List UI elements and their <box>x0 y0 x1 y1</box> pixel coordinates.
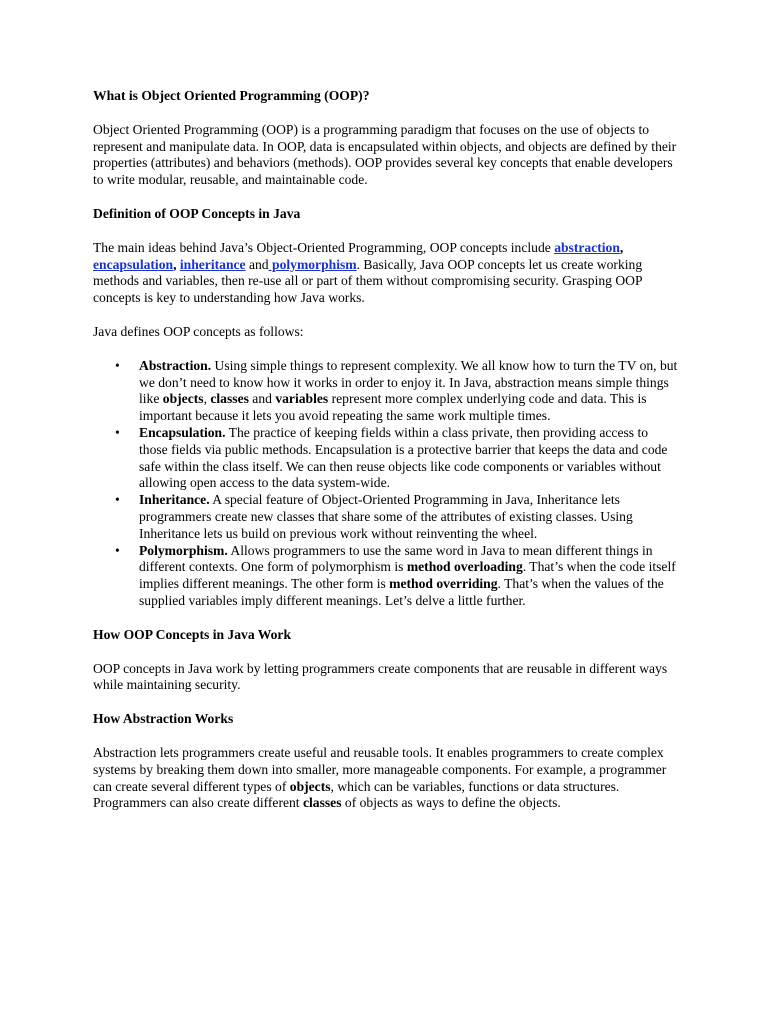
text: The practice of keeping fields within a class private, then providing access to those fields via public methods. Encapsulation is a protective barrier that keeps the data and code safe within the class itself. We can then reuse objects like code components or variables without allowing open access to the data system-wide. <box>139 424 668 491</box>
text: of objects as ways to define the objects. <box>341 795 561 811</box>
separator: , <box>173 256 180 272</box>
text: The main ideas behind Java’s Object-Oriented Programming, OOP concepts include <box>93 239 555 255</box>
term: Inheritance. <box>139 492 210 508</box>
bullet-icon: • <box>115 492 120 508</box>
text: and <box>248 391 276 407</box>
text: . That’s when the code itself implies different meanings. The other form is <box>139 559 676 592</box>
heading-definition-oop-java: Definition of OOP Concepts in Java <box>93 205 301 221</box>
link-encapsulation[interactable]: encapsulation <box>93 256 174 272</box>
term: objects <box>162 391 204 407</box>
text: . Basically, Java OOP concepts let us create working methods and variables, then re-use all or part of them without compromising security. Grasping OOP concepts is key to understanding how Java works. <box>93 256 643 306</box>
paragraph-oop-intro: Object Oriented Programming (OOP) is a programming paradigm that focuses on the use of objects to represent and manipulate data. In OOP, data is encapsulated within objects, and objects are defined by their properties (attributes) and behaviors (methods). OOP provides several key concepts that enable developers to write modular, reusable, and maintainable code. <box>93 121 677 188</box>
term: method overriding <box>389 576 498 592</box>
paragraph-java-defines: Java defines OOP concepts as follows: <box>93 323 304 339</box>
heading-how-abstraction-works: How Abstraction Works <box>93 711 234 727</box>
text: , <box>203 391 211 407</box>
bullet-icon: • <box>115 357 120 373</box>
text: represent more complex underlying code and data. This is important because it lets you avoid repeating the same work multiple times. <box>139 391 647 424</box>
list-item-inheritance <box>115 492 678 542</box>
text: Abstraction lets programmers create useful and reusable tools. It enables programmers to create complex systems by breaking them down into smaller, more manageable components. For example, a programmer can create several different types of <box>93 744 667 794</box>
link-polymorphism[interactable]: polymorphism <box>268 256 357 272</box>
list-item-abstraction <box>115 357 678 425</box>
term: classes <box>210 391 249 407</box>
paragraph-oop-work: OOP concepts in Java work by letting programmers create components that are reusable in different ways while maintaining security. <box>93 660 668 693</box>
list-item-polymorphism <box>115 542 678 610</box>
paragraph-main-ideas <box>93 240 678 307</box>
bullet-icon: • <box>115 542 120 558</box>
separator: , <box>619 239 624 255</box>
oop-concepts-list <box>93 358 678 610</box>
text: Allows programmers to use the same word in Java to mean different things in different contexts. One form of polymorphism is <box>139 542 653 575</box>
text: and <box>245 256 269 272</box>
heading-what-is-oop: What is Object Oriented Programming (OOP)? <box>93 88 370 103</box>
term: Polymorphism. <box>139 542 228 558</box>
term: method overloading <box>406 559 523 575</box>
text: , which can be variables, functions or data structures. Programmers can also create different <box>93 778 620 811</box>
heading-how-oop-works: How OOP Concepts in Java Work <box>93 626 292 642</box>
term: Abstraction. <box>139 357 212 373</box>
text: . That’s when the values of the supplied variables imply different meanings. Let’s delve a little further. <box>139 576 664 608</box>
term: objects <box>289 778 331 794</box>
term: classes <box>302 795 342 811</box>
term: variables <box>275 391 329 407</box>
term: Encapsulation. <box>139 424 226 440</box>
link-inheritance[interactable]: inheritance <box>179 256 246 272</box>
paragraph-abstraction <box>93 745 678 812</box>
link-abstraction[interactable]: abstraction <box>554 239 620 255</box>
text: Using simple things to represent complexity. We all know how to turn the TV on, but we don’t need to know how it works in order to enjoy it. In Java, abstraction means simple things like <box>139 357 678 407</box>
bullet-icon: • <box>115 424 120 440</box>
text: A special feature of Object-Oriented Programming in Java, Inheritance lets programmers create new classes that share some of the attributes of existing classes. Using Inheritance lets us build on previous work without reinventing the wheel. <box>139 492 633 541</box>
list-item-encapsulation <box>115 424 678 492</box>
